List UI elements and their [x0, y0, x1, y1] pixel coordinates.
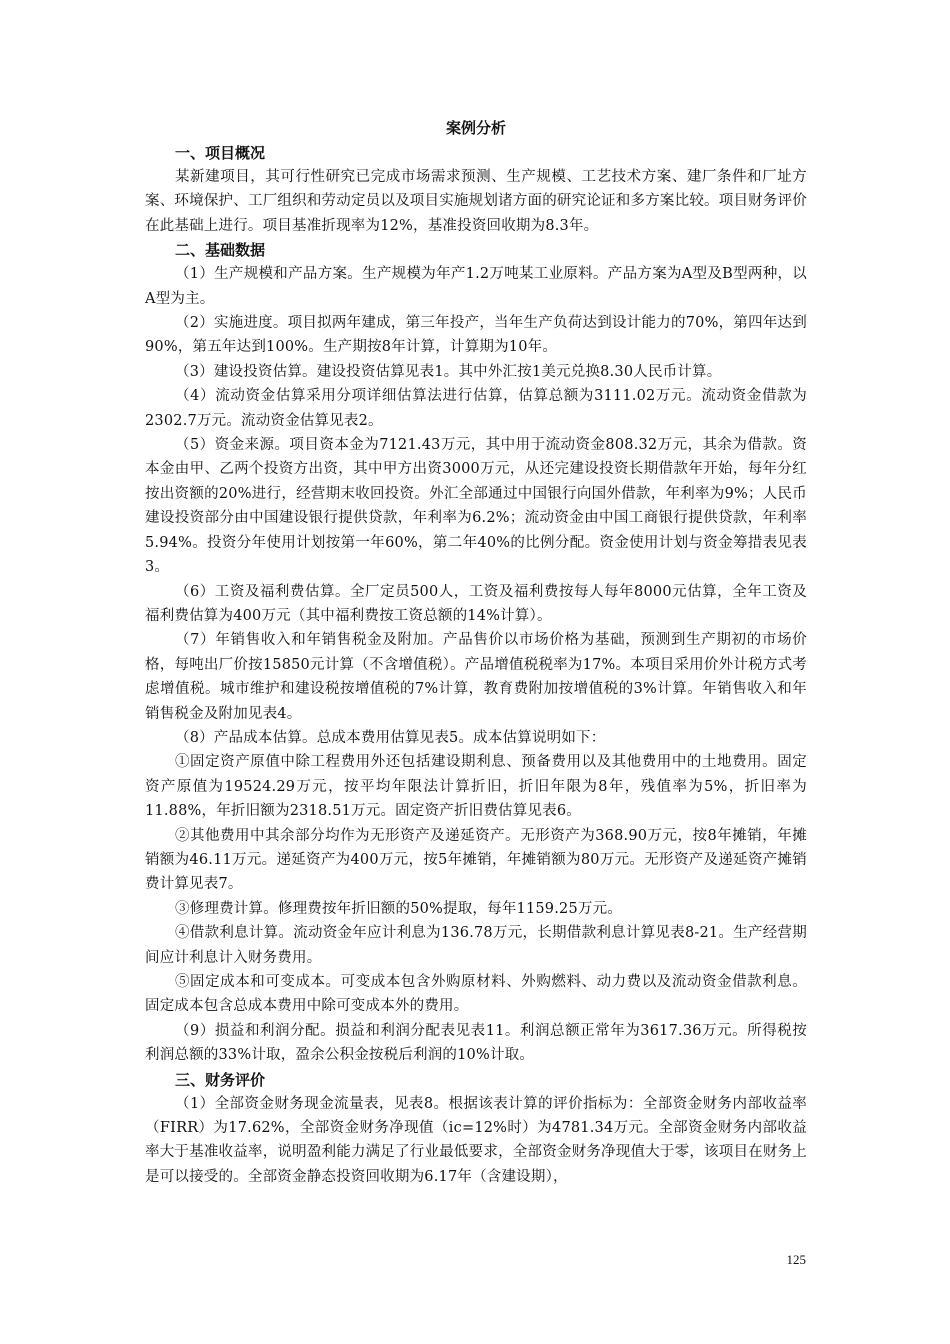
paragraph: （1）全部资金财务现金流量表，见表8。根据该表计算的评价指标为：全部资金财务内部收益率（FIRR）为17.62%，全部资金财务净现值（ic=12%时）为4781.34万元。全部资金财务内部收益率大于基准收益率，说明盈利能力满足了行业最低要求，全部资金财务净现值大于零，该项目在财务上是可以接受的。全部资金静态投资回收期为6.17年（含建设期），	[145, 1095, 807, 1185]
section-heading: 三、财务评价	[175, 1070, 266, 1089]
paragraph: （6）工资及福利费估算。全厂定员500人，工资及福利费按每人每年8000元估算，全年工资及福利费估算为400万元（其中福利费按工资总额的14%计算）。	[145, 583, 807, 624]
document-page	[145, 116, 807, 1189]
paragraph: ③修理费计算。修理费按年折旧额的50%提取，每年1159.25万元。	[175, 900, 622, 917]
paragraph: （4）流动资金估算采用分项详细估算法进行估算，估算总额为3111.02万元。流动资金借款为2302.7万元。流动资金估算见表2。	[145, 388, 807, 429]
paragraph: ①固定资产原值中除工程费用外还包括建设期利息、预备费用以及其他费用中的土地费用。固定资产原值为19524.29万元，按平均年限法计算折旧，折旧年限为8年，残值率为5%，折旧率为11.88%，年折旧额为2318.51万元。固定资产折旧费估算见表6。	[145, 754, 807, 820]
paragraph: （8）产品成本估算。总成本费用估算见表5。成本估算说明如下：	[175, 729, 606, 746]
section-heading: 一、项目概况	[175, 144, 266, 162]
paragraph: （9）损益和利润分配。损益和利润分配表见表11。利润总额正常年为3617.36万元。所得税按利润总额的33%计取，盈余公积金按税后利润的10%计取。	[145, 1022, 807, 1064]
section-overview	[145, 141, 807, 238]
paragraph: （7）年销售收入和年销售税金及附加。产品售价以市场价格为基础，预测到生产期初的市场价格，每吨出厂价按15850元计算（不含增值税）。产品增值税税率为17%。本项目采用价外计税方式考虑增值税。城市维护和建设税按增值税的7%计算，教育费附加按增值税的3%计算。年销售收入和年销售税金及附加见表4。	[145, 632, 807, 722]
paragraph: （2）实施进度。项目拟两年建成，第三年投产，当年生产负荷达到设计能力的70%，第四年达到90%，第五年达到100%。生产期按8年计算，计算期为10年。	[145, 315, 808, 356]
document-title: 案例分析	[445, 119, 506, 137]
paragraph: ④借款利息计算。流动资金年应计利息为136.78万元，长期借款利息计算见表8-21。生产经营期间应计利息计入财务费用。	[145, 925, 807, 966]
section-heading: 二、基础数据	[175, 241, 266, 260]
paragraph: ②其他费用中其余部分均作为无形资产及递延资产。无形资产为368.90万元，按8年摊销，年摊销额为46.11万元。递延资产为400万元，按5年摊销，年摊销额为80万元。无形资产及递延资产摊销费计算见表7。	[145, 827, 807, 893]
paragraph: （1）生产规模和产品方案。生产规模为年产1.2万吨某工业原料。产品方案为A型及B型两种，以A型为主。	[145, 266, 807, 307]
page-number: 125	[786, 1252, 806, 1267]
paragraph: （5）资金来源。项目资本金为7121.43万元，其中用于流动资金808.32万元，其余为借款。资本金由甲、乙两个投资方出资，其中甲方出资3000万元，从还完建设投资长期借款年开始，每年分红按出资额的20%进行，经营期末收回投资。外汇全部通过中国银行向国外借款，年利率为9%；人民币建设投资部分由中国建设银行提供贷款，年利率为6.2%；流动资金由中国工商银行提供贷款，年利率5.94%。投资分年使用计划按第一年60%，第二年40%的比例分配。资金使用计划与资金筹措表见表3。	[145, 437, 807, 576]
paragraph: ⑤固定成本和可变成本。可变成本包含外购原材料、外购燃料、动力费以及流动资金借款利息。固定成本包含总成本费用中除可变成本外的费用。	[145, 974, 807, 1015]
paragraph: 某新建项目，其可行性研究已完成市场需求预测、生产规模、工艺技术方案、建厂条件和厂址方案、环境保护、工厂组织和劳动定员以及项目实施规划诸方面的研究论证和多方案比较。项目财务评价在此基础上进行。项目基准折现率为12%，基准投资回收期为8.3年。	[145, 169, 807, 234]
paragraph: （3）建设投资估算。建设投资估算见表1。其中外汇按1美元兑换8.30人民币计算。	[175, 363, 722, 380]
section-basic-data	[145, 238, 807, 1067]
section-financial-evaluation	[145, 1068, 807, 1190]
